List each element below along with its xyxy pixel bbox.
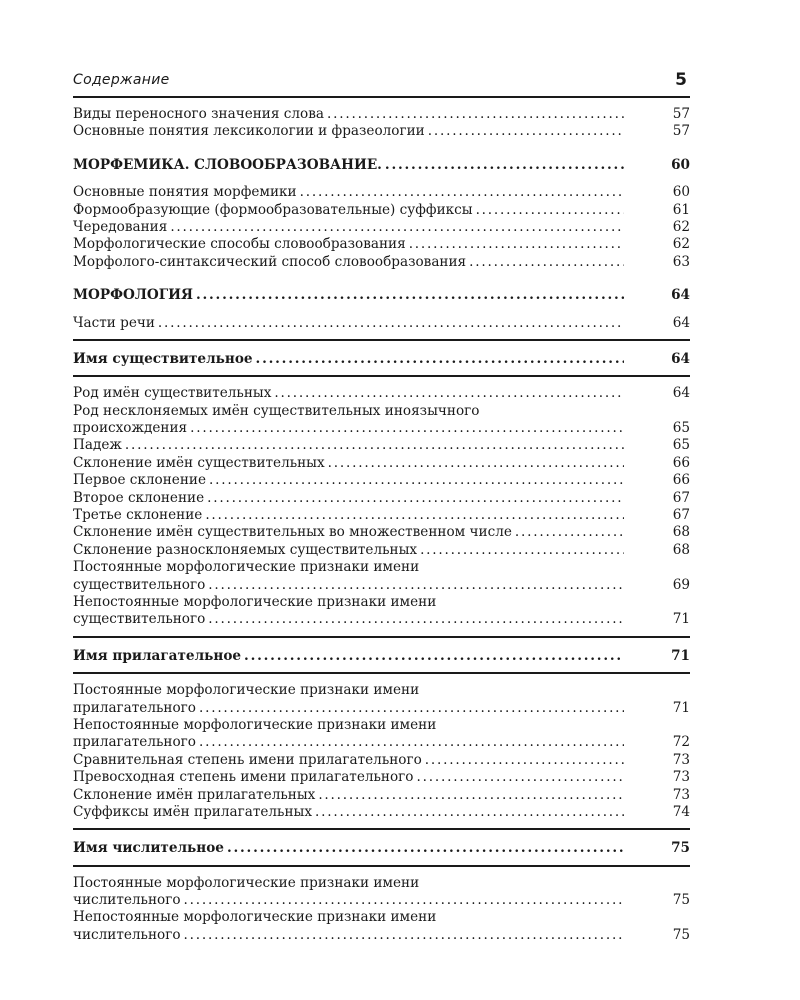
document-page bbox=[73, 0, 690, 1000]
toc-entry-text: Морфолого-синтаксический способ словообразования bbox=[73, 253, 467, 270]
toc-entry bbox=[73, 254, 690, 271]
toc-entry bbox=[73, 219, 690, 236]
toc-subsection-heading bbox=[73, 840, 690, 857]
toc-entry-page: 65 bbox=[672, 420, 690, 437]
section-divider bbox=[73, 339, 690, 341]
toc-entry-page: 62 bbox=[672, 218, 690, 235]
toc-entry-text: Части речи bbox=[73, 314, 155, 331]
toc-entry-text-line1: Непостоянные морфологические признаки имени bbox=[73, 716, 437, 733]
toc-entry-text: Сравнительная степень имени прилагательного bbox=[73, 751, 422, 768]
toc-entry bbox=[73, 594, 690, 629]
toc-entry bbox=[73, 787, 690, 804]
toc-entry-page: 73 bbox=[672, 751, 690, 768]
section-divider bbox=[73, 636, 690, 638]
toc-entry-page: 62 bbox=[672, 236, 690, 253]
toc-entry-page: 71 bbox=[672, 611, 690, 628]
toc-entry-text: Имя прилагательное bbox=[73, 647, 242, 664]
toc-entry bbox=[73, 315, 690, 332]
toc-entry-page: 65 bbox=[672, 437, 690, 454]
toc-entry-page: 64 bbox=[671, 350, 690, 367]
toc-entry-text: происхождения bbox=[73, 420, 188, 437]
toc-entry bbox=[73, 455, 690, 472]
toc-entry-text: Падеж bbox=[73, 437, 122, 454]
toc-entry-text: Виды переносного значения слова bbox=[73, 106, 324, 122]
toc-entry bbox=[73, 769, 690, 786]
section-divider bbox=[73, 865, 690, 867]
toc-entry-page: 64 bbox=[672, 314, 690, 331]
section-divider bbox=[73, 828, 690, 830]
toc-entry bbox=[73, 106, 690, 123]
toc-entry bbox=[73, 804, 690, 821]
toc-entry-text: числительного bbox=[73, 892, 181, 909]
toc-entry bbox=[73, 202, 690, 219]
toc-entry-text: существительного bbox=[73, 576, 206, 593]
toc-subsection-heading bbox=[73, 351, 690, 368]
toc-entry-page: 68 bbox=[672, 524, 690, 541]
toc-entry-text-line1: Постоянные морфологические признаки имени bbox=[73, 874, 420, 891]
toc-entry-text: Чередования bbox=[73, 218, 168, 235]
toc-entry-text: Основные понятия лексикологии и фразеологии bbox=[73, 123, 425, 140]
toc-entry-text: Основные понятия морфемики bbox=[73, 184, 297, 201]
toc-entry-page: 67 bbox=[672, 489, 690, 506]
toc-entry bbox=[73, 752, 690, 769]
toc-entry-page: 75 bbox=[671, 840, 690, 857]
toc-entry bbox=[73, 472, 690, 489]
toc-entry bbox=[73, 909, 690, 944]
toc-entry bbox=[73, 123, 690, 140]
toc-entry-text: прилагательного bbox=[73, 734, 196, 751]
toc-entry-page: 75 bbox=[672, 892, 690, 909]
toc-entry-page: 61 bbox=[672, 201, 690, 218]
section-divider bbox=[73, 375, 690, 377]
toc-subsection-heading bbox=[73, 648, 690, 665]
toc-entry-text: Склонение имён существительных во множественном числе bbox=[73, 524, 512, 541]
toc-entry-page: 66 bbox=[672, 454, 690, 471]
toc-entry-page: 69 bbox=[672, 576, 690, 593]
toc-entry-page: 74 bbox=[672, 803, 690, 820]
toc-entry-text-line1: Постоянные морфологические признаки имени bbox=[73, 559, 420, 576]
table-of-contents bbox=[73, 106, 690, 944]
toc-entry bbox=[73, 236, 690, 253]
toc-entry-text: Склонение имён прилагательных bbox=[73, 786, 316, 803]
toc-entry bbox=[73, 682, 690, 717]
toc-entry-text-line1: Постоянные морфологические признаки имени bbox=[73, 682, 420, 699]
toc-entry-page: 57 bbox=[672, 123, 690, 140]
toc-entry-text: Морфологические способы словообразования bbox=[73, 236, 406, 253]
toc-entry-text-line1: Непостоянные морфологические признаки имени bbox=[73, 593, 437, 610]
toc-entry-text: Превосходная степень имени прилагательного bbox=[73, 769, 414, 786]
toc-entry-text: Второе склонение bbox=[73, 489, 205, 506]
toc-entry bbox=[73, 507, 690, 524]
toc-entry-page: 57 bbox=[672, 106, 690, 122]
toc-entry-text: Склонение разносклоняемых существительных bbox=[73, 541, 418, 558]
toc-entry bbox=[73, 717, 690, 752]
toc-entry-text: МОРФОЛОГИЯ bbox=[73, 287, 193, 304]
toc-entry bbox=[73, 490, 690, 507]
toc-entry-page: 67 bbox=[672, 507, 690, 524]
toc-entry bbox=[73, 437, 690, 454]
toc-entry-page: 64 bbox=[671, 287, 690, 304]
toc-entry-page: 73 bbox=[672, 786, 690, 803]
header-title: Содержание bbox=[73, 72, 170, 88]
toc-entry-text: Суффиксы имён прилагательных bbox=[73, 803, 312, 820]
toc-entry-text: Род имён существительных bbox=[73, 385, 272, 402]
toc-entry-text: прилагательного bbox=[73, 699, 196, 716]
toc-entry-text: существительного bbox=[73, 611, 206, 628]
toc-entry-page: 66 bbox=[672, 472, 690, 489]
toc-entry-page: 75 bbox=[672, 926, 690, 943]
toc-entry-page: 63 bbox=[672, 253, 690, 270]
toc-entry-page: 71 bbox=[671, 647, 690, 664]
toc-entry-page: 73 bbox=[672, 769, 690, 786]
toc-entry-text: МОРФЕМИКА. СЛОВООБРАЗОВАНИЕ. bbox=[73, 156, 382, 173]
toc-section-heading bbox=[73, 287, 690, 304]
toc-section-heading bbox=[73, 157, 690, 174]
toc-entry-text: Имя числительное bbox=[73, 840, 224, 857]
toc-entry-text: Третье склонение bbox=[73, 507, 203, 524]
toc-entry-text-line1: Род несклоняемых имён существительных иноязычного bbox=[73, 402, 480, 419]
toc-entry bbox=[73, 559, 690, 594]
section-divider bbox=[73, 672, 690, 674]
toc-entry-page: 64 bbox=[672, 385, 690, 402]
toc-entry bbox=[73, 403, 690, 438]
toc-entry-page: 68 bbox=[672, 541, 690, 558]
toc-entry bbox=[73, 542, 690, 559]
header-rule bbox=[73, 96, 690, 98]
toc-entry-page: 60 bbox=[672, 184, 690, 201]
toc-entry-text-line1: Непостоянные морфологические признаки имени bbox=[73, 909, 437, 926]
running-header bbox=[73, 72, 690, 96]
page-number: 5 bbox=[675, 70, 687, 90]
toc-entry bbox=[73, 524, 690, 541]
toc-entry-text: Склонение имён существительных bbox=[73, 454, 325, 471]
toc-entry bbox=[73, 385, 690, 402]
toc-entry-page: 72 bbox=[672, 734, 690, 751]
toc-entry-text: числительного bbox=[73, 926, 181, 943]
toc-entry-text: Имя существительное bbox=[73, 350, 253, 367]
toc-entry-page: 60 bbox=[671, 156, 690, 173]
toc-entry bbox=[73, 875, 690, 910]
toc-entry bbox=[73, 184, 690, 201]
toc-entry-text: Первое склонение bbox=[73, 472, 207, 489]
toc-entry-text: Формообразующие (формообразовательные) суффиксы bbox=[73, 201, 473, 218]
toc-entry-page: 71 bbox=[672, 699, 690, 716]
